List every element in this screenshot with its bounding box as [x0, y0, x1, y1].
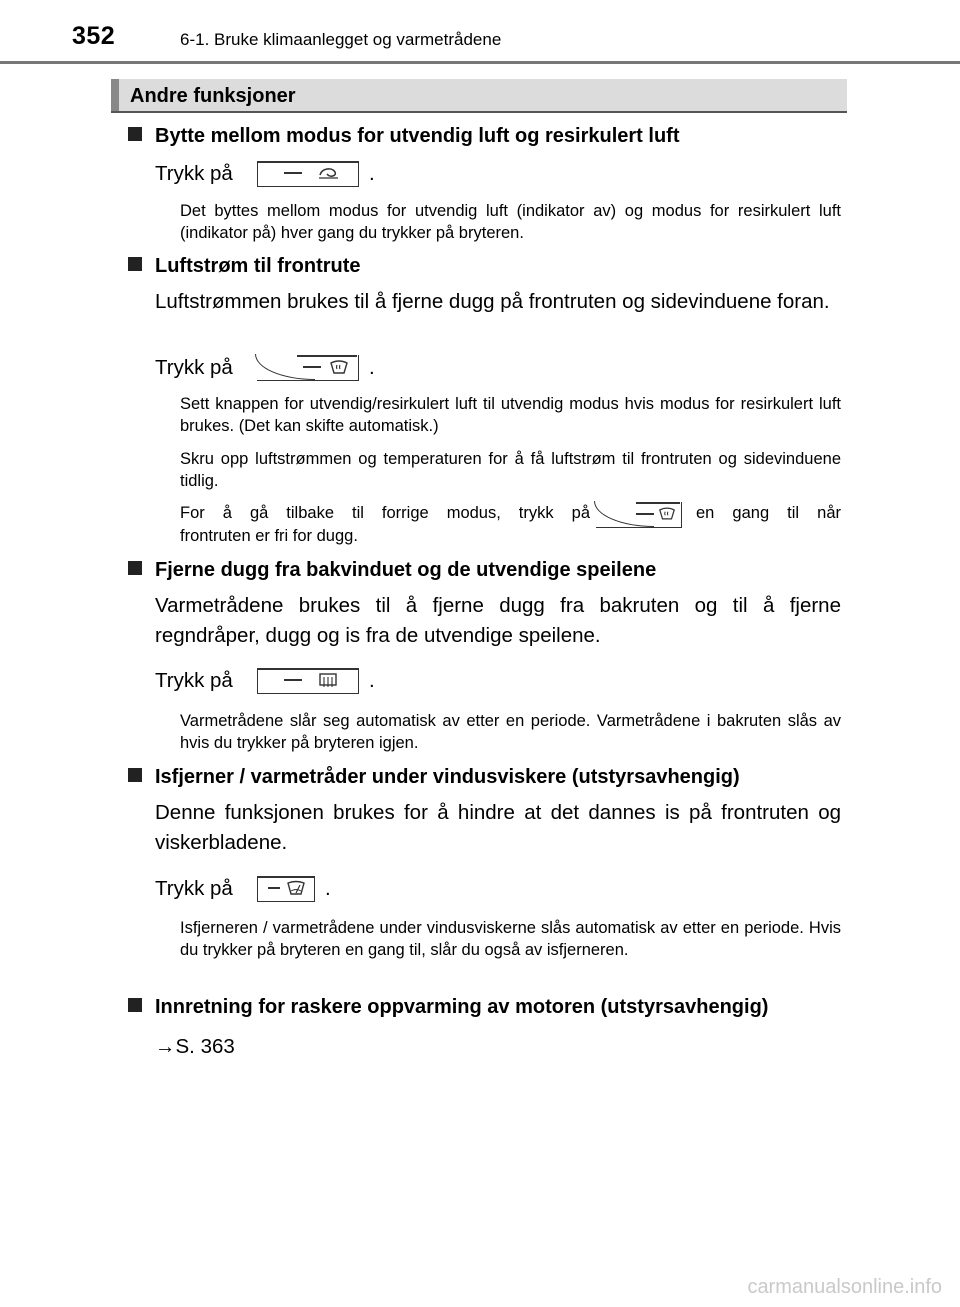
bullet-square-icon	[128, 998, 142, 1012]
recirculation-button	[257, 161, 359, 187]
heading-recirculation: Bytte mellom modus for utvendig luft og resirkulert luft	[128, 125, 679, 148]
note: frontruten er fri for dugg.	[180, 527, 358, 545]
heading-engine-warmup: Innretning for raskere oppvarming av motoren (utstyrsavhengig)	[128, 996, 768, 1019]
period: .	[369, 669, 375, 692]
press-label: Trykk på	[155, 877, 233, 900]
section-title: Andre funksjoner	[130, 85, 296, 107]
note: Det byttes mellom modus for utvendig luft (indikator av) og modus for resirkulert luft (indikator på) hver gang du trykker på bryteren.	[180, 202, 841, 242]
windshield-defogger-button	[257, 355, 359, 381]
section-title-bar	[111, 79, 847, 113]
period: .	[369, 162, 375, 185]
wiper-deicer-button	[257, 876, 315, 902]
running-head: 6-1. Bruke klimaanlegget og varmetrådene	[180, 30, 502, 49]
heading-windshield: Luftstrøm til frontrute	[128, 255, 361, 278]
cross-reference-link[interactable]: →S. 363	[155, 1035, 235, 1058]
rear-defogger-button	[257, 668, 359, 694]
watermark: carmanualsonline.info	[747, 1276, 942, 1298]
wiper-deicer-icon	[286, 880, 306, 896]
period: .	[369, 356, 375, 379]
rear-defogger-icon	[318, 672, 338, 688]
windshield-defogger-icon	[329, 359, 349, 375]
body-text: Luftstrømmen brukes til å fjerne dugg på frontruten og sidevinduene foran.	[155, 290, 830, 313]
period: .	[325, 877, 331, 900]
body-text: Denne funksjonen brukes for å hindre at det dannes is på frontruten og viskerbladene.	[155, 801, 841, 854]
windshield-defogger-button	[596, 502, 682, 528]
recirculation-icon	[318, 165, 340, 181]
press-label: Trykk på	[155, 669, 233, 692]
bullet-square-icon	[128, 127, 142, 141]
heading-rear-defogger: Fjerne dugg fra bakvinduet og de utvendige speilene	[128, 559, 656, 582]
note: Skru opp luftstrømmen og temperaturen for å få luftstrøm til frontruten og sidevinduene tidlig.	[180, 450, 841, 490]
press-label: Trykk på	[155, 162, 233, 185]
bullet-square-icon	[128, 257, 142, 271]
note: For å gå tilbake til forrige modus, trykk på	[180, 504, 590, 522]
note: Isfjerneren / varmetrådene under vindusviskerne slås automatisk av etter en periode. Hvis du trykker på bryteren en gang til, slår du også av isfjerneren.	[180, 919, 841, 959]
note: en gang til når	[696, 504, 841, 522]
heading-wiper-deicer: Isfjerner / varmetråder under vindusviskere (utstyrsavhengig)	[128, 766, 740, 789]
note: Varmetrådene slår seg automatisk av etter en periode. Varmetrådene i bakruten slås av hvis du trykker på bryteren igjen.	[180, 712, 841, 752]
note: Sett knappen for utvendig/resirkulert luft til utvendig modus hvis modus for resirkulert luft brukes. (Det kan skifte automatisk.)	[180, 395, 841, 435]
windshield-defogger-icon	[658, 506, 676, 521]
body-text: Varmetrådene brukes til å fjerne dugg fra bakruten og til å fjerne regndråper, dugg og is fra de utvendige speilene.	[155, 594, 841, 647]
section-accent	[111, 79, 119, 111]
page-number: 352	[72, 22, 116, 50]
bullet-square-icon	[128, 768, 142, 782]
press-label: Trykk på	[155, 356, 233, 379]
header-rule	[0, 61, 960, 64]
bullet-square-icon	[128, 561, 142, 575]
